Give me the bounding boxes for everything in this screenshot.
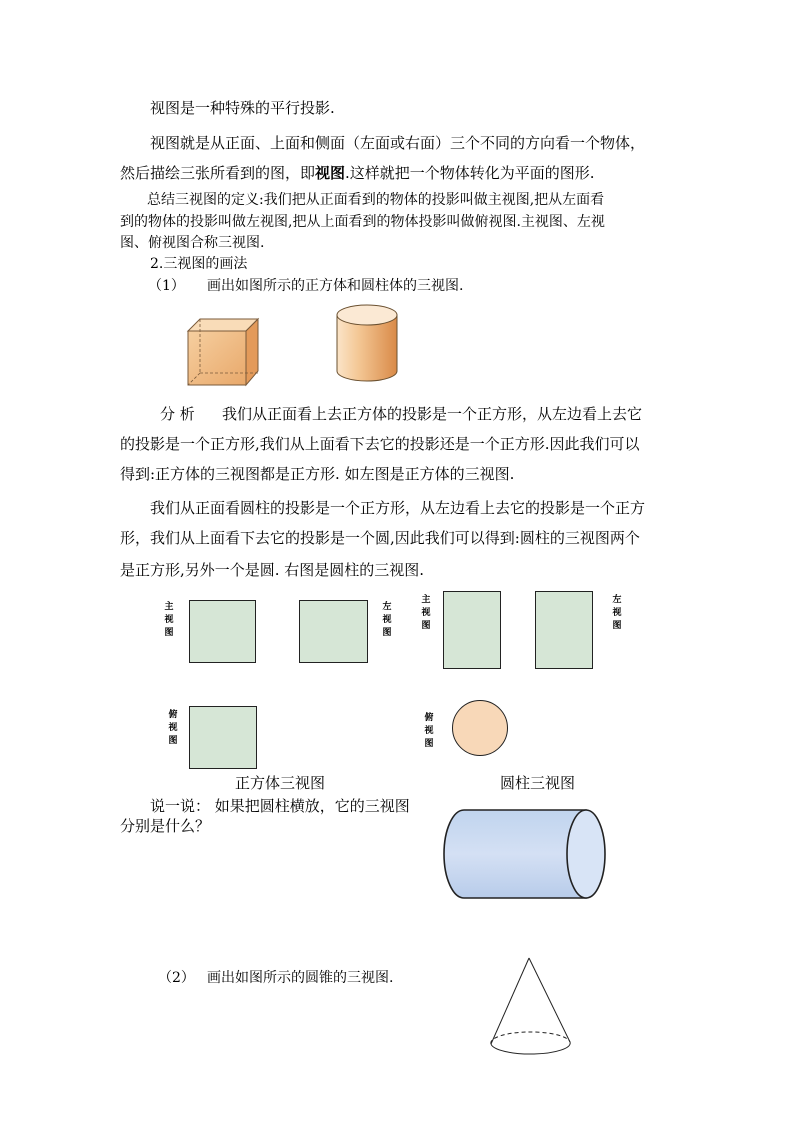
cube-illustration <box>186 317 262 387</box>
section-heading: 2.三视图的画法 <box>150 256 248 272</box>
cylinder-analysis-line1: 我们从正面看圆柱的投影是一个正方形，从左边看上去它的投影是一个正方 <box>150 499 646 517</box>
cylinder-front-view-label: 主视图 <box>421 595 431 631</box>
cylinder-left-view <box>535 591 593 669</box>
horizontal-cylinder-illustration <box>442 808 608 900</box>
analysis-line2: 的投影是一个正方形,我们从上面看下去它的投影还是一个正方形.因此我们可以 <box>120 435 640 453</box>
cube-top-view-label: 俯视图 <box>168 710 178 746</box>
analysis-line3: 得到:正方体的三视图都是正方形. 如左图是正方体的三视图. <box>120 465 515 483</box>
analysis-label: 分 析 <box>160 405 195 423</box>
paragraph-view-explain-line1: 视图就是从正面、上面和侧面（左面或右面）三个不同的方向看一个物体， <box>150 134 646 152</box>
cube-front-view <box>189 600 256 663</box>
cylinder-analysis-line3: 是正方形,另外一个是圆. 右图是圆柱的三视图. <box>120 561 425 579</box>
summary-line1: 总结三视图的定义:我们把从正面看到的物体的投影叫做主视图,把从左面看 <box>147 192 605 208</box>
text-span: 然后描绘三张所看到的图，即 <box>120 164 316 182</box>
task2-text: 画出如图所示的圆锥的三视图. <box>207 970 394 986</box>
paragraph-view-explain-line2 <box>120 163 595 183</box>
say-question-line1: 说一说： 如果把圆柱横放，它的三视图 <box>150 797 410 815</box>
cube-top-view <box>189 706 257 769</box>
cylinder-views-caption: 圆柱三视图 <box>500 774 576 792</box>
task2-number: （2） <box>158 970 195 986</box>
say-question-line2: 分别是什么？ <box>120 817 211 835</box>
summary-line3: 图、俯视图合称三视图. <box>120 235 265 251</box>
cylinder-top-view-circle <box>452 700 508 756</box>
cube-left-view-label: 左视图 <box>382 602 392 638</box>
cylinder-analysis-line2: 形，我们从上面看下去它的投影是一个圆,因此我们可以得到:圆柱的三视图两个 <box>120 529 640 547</box>
cube-front-view-label: 主视图 <box>164 602 174 638</box>
cylinder-illustration <box>335 303 399 383</box>
cylinder-top-view-label: 俯视图 <box>424 713 434 749</box>
bold-term-view: 视图 <box>315 164 346 182</box>
cube-views-caption: 正方体三视图 <box>235 774 326 792</box>
paragraph-view-definition: 视图是一种特殊的平行投影. <box>150 99 335 117</box>
task1-text: 画出如图所示的正方体和圆柱体的三视图. <box>207 278 464 294</box>
text-span: .这样就把一个物体转化为平面的图形. <box>345 164 595 182</box>
cylinder-front-view <box>443 591 501 669</box>
summary-line2: 到的物体的投影叫做左视图,把从上面看到的物体投影叫做俯视图.主视图、左视 <box>120 214 605 230</box>
cylinder-left-view-label: 左视图 <box>612 595 622 631</box>
analysis-line1: 我们从正面看上去正方体的投影是一个正方形，从左边看上去它 <box>222 405 643 423</box>
task1-number: （1） <box>148 278 185 294</box>
cube-left-view <box>299 600 368 663</box>
cone-illustration <box>488 956 574 1060</box>
